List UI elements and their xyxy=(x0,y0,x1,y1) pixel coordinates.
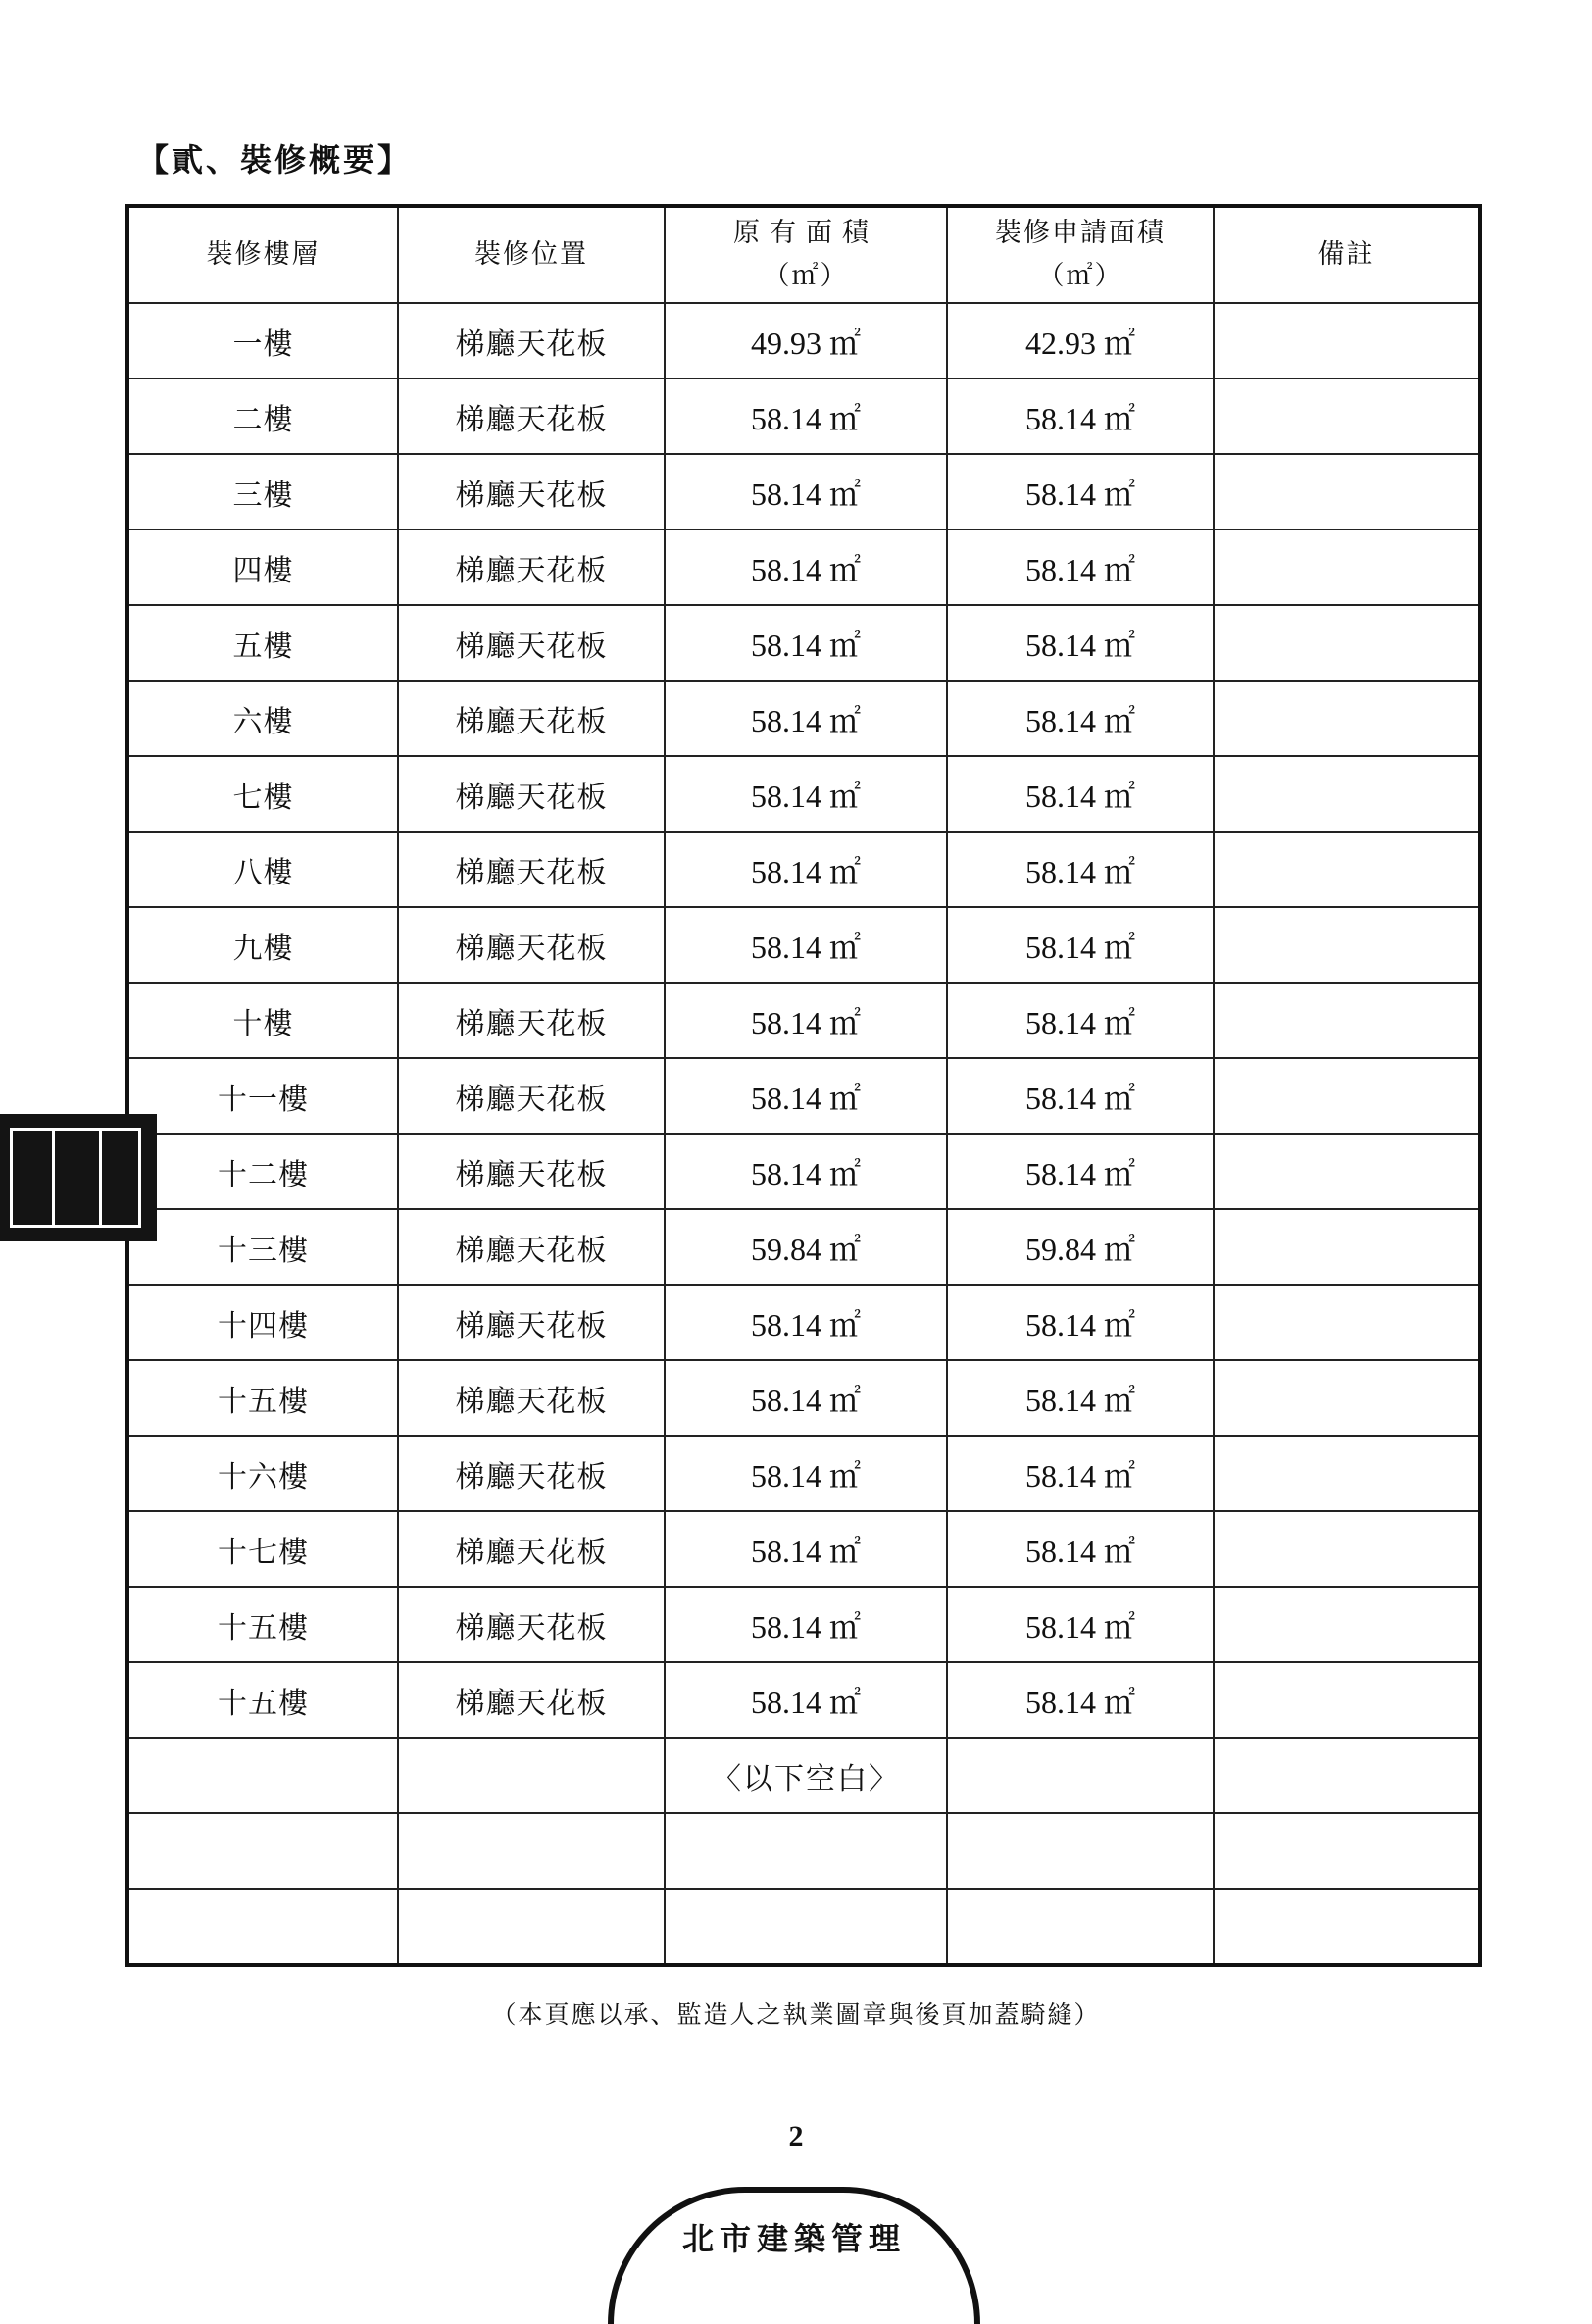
cell-requested-area: 58.14 ㎡ xyxy=(947,1285,1214,1360)
cell-floor: 二樓 xyxy=(127,379,398,454)
cell-remark xyxy=(1214,1662,1480,1738)
cell-original-area: 58.14 ㎡ xyxy=(665,530,947,605)
cell-location: 梯廳天花板 xyxy=(398,1360,665,1436)
cell-location: 梯廳天花板 xyxy=(398,1285,665,1360)
cell-original-area: 58.14 ㎡ xyxy=(665,1360,947,1436)
cell-floor: 十五樓 xyxy=(127,1587,398,1662)
table-row xyxy=(127,681,1480,756)
cell-original-area: 58.14 ㎡ xyxy=(665,1436,947,1511)
cell-remark xyxy=(1214,1436,1480,1511)
header-floor: 裝修樓層 xyxy=(127,206,398,303)
table-row xyxy=(127,1511,1480,1587)
cell-requested-area: 58.14 ㎡ xyxy=(947,1662,1214,1738)
cell-remark xyxy=(1214,1511,1480,1587)
cell-empty xyxy=(1214,1889,1480,1965)
cell-remark xyxy=(1214,907,1480,983)
cell-requested-area: 58.14 ㎡ xyxy=(947,983,1214,1058)
table-row xyxy=(127,983,1480,1058)
cell-floor: 十七樓 xyxy=(127,1511,398,1587)
seal-text: 北市建築管理 xyxy=(681,2220,906,2257)
cell-requested-area: 59.84 ㎡ xyxy=(947,1209,1214,1285)
cell-remark xyxy=(1214,605,1480,681)
cell-remark xyxy=(1214,1587,1480,1662)
cell-floor: 十樓 xyxy=(127,983,398,1058)
cell-location: 梯廳天花板 xyxy=(398,907,665,983)
cell-remark xyxy=(1214,681,1480,756)
cell-original-area: 58.14 ㎡ xyxy=(665,681,947,756)
cell-remark xyxy=(1214,530,1480,605)
cell-requested-area: 58.14 ㎡ xyxy=(947,1134,1214,1209)
cell-floor: 三樓 xyxy=(127,454,398,530)
table-row xyxy=(127,454,1480,530)
cell-empty xyxy=(1214,1813,1480,1889)
table-header-row xyxy=(127,206,1480,303)
table-row-blank xyxy=(127,1889,1480,1965)
cell-original-area: 58.14 ㎡ xyxy=(665,907,947,983)
cell-requested-area: 58.14 ㎡ xyxy=(947,832,1214,907)
cell-empty xyxy=(398,1738,665,1813)
cell-original-area: 58.14 ㎡ xyxy=(665,1587,947,1662)
cell-empty xyxy=(127,1813,398,1889)
cell-remark xyxy=(1214,379,1480,454)
header-location: 裝修位置 xyxy=(398,206,665,303)
cell-original-area: 59.84 ㎡ xyxy=(665,1209,947,1285)
cell-remark xyxy=(1214,1058,1480,1134)
header-requested-area xyxy=(947,206,1214,303)
cell-original-area: 58.14 ㎡ xyxy=(665,1058,947,1134)
cell-requested-area: 58.14 ㎡ xyxy=(947,1360,1214,1436)
cell-original-area: 58.14 ㎡ xyxy=(665,832,947,907)
table-row xyxy=(127,379,1480,454)
cell-original-area: 58.14 ㎡ xyxy=(665,1134,947,1209)
cell-remark xyxy=(1214,1285,1480,1360)
cell-requested-area: 58.14 ㎡ xyxy=(947,756,1214,832)
table-row xyxy=(127,1436,1480,1511)
cell-empty xyxy=(127,1889,398,1965)
blank-marker: 〈以下空白〉 xyxy=(665,1738,947,1813)
cell-original-area: 58.14 ㎡ xyxy=(665,1285,947,1360)
cell-location: 梯廳天花板 xyxy=(398,681,665,756)
table-row xyxy=(127,1209,1480,1285)
cell-remark xyxy=(1214,1134,1480,1209)
cell-floor: 十六樓 xyxy=(127,1436,398,1511)
table-row xyxy=(127,1587,1480,1662)
cell-floor: 十四樓 xyxy=(127,1285,398,1360)
cell-floor: 七樓 xyxy=(127,756,398,832)
cell-location: 梯廳天花板 xyxy=(398,454,665,530)
cell-empty xyxy=(398,1813,665,1889)
cell-requested-area: 58.14 ㎡ xyxy=(947,454,1214,530)
cell-floor: 九樓 xyxy=(127,907,398,983)
header-requested-area-unit: （㎡） xyxy=(1037,261,1123,291)
official-seal xyxy=(608,2187,980,2324)
cell-floor: 四樓 xyxy=(127,530,398,605)
cell-location: 梯廳天花板 xyxy=(398,1662,665,1738)
cell-location: 梯廳天花板 xyxy=(398,983,665,1058)
cell-location: 梯廳天花板 xyxy=(398,1134,665,1209)
cell-original-area: 58.14 ㎡ xyxy=(665,454,947,530)
cell-floor: 十二樓 xyxy=(127,1134,398,1209)
cell-original-area: 58.14 ㎡ xyxy=(665,983,947,1058)
cell-floor: 十三樓 xyxy=(127,1209,398,1285)
cell-empty xyxy=(947,1889,1214,1965)
cell-floor: 六樓 xyxy=(127,681,398,756)
table-row xyxy=(127,605,1480,681)
footnote: （本頁應以承、監造人之執業圖章與後頁加蓋騎縫） xyxy=(491,2000,1101,2029)
cell-requested-area: 42.93 ㎡ xyxy=(947,303,1214,379)
cell-original-area: 58.14 ㎡ xyxy=(665,379,947,454)
cell-location: 梯廳天花板 xyxy=(398,1209,665,1285)
table-row xyxy=(127,1662,1480,1738)
cell-remark xyxy=(1214,983,1480,1058)
cell-requested-area: 58.14 ㎡ xyxy=(947,1436,1214,1511)
table-row xyxy=(127,1360,1480,1436)
cell-requested-area: 58.14 ㎡ xyxy=(947,530,1214,605)
cell-requested-area: 58.14 ㎡ xyxy=(947,605,1214,681)
table-row xyxy=(127,1058,1480,1134)
cell-floor: 八樓 xyxy=(127,832,398,907)
cell-original-area: 49.93 ㎡ xyxy=(665,303,947,379)
cell-location: 梯廳天花板 xyxy=(398,1587,665,1662)
cell-requested-area: 58.14 ㎡ xyxy=(947,379,1214,454)
cell-location: 梯廳天花板 xyxy=(398,605,665,681)
table-row xyxy=(127,832,1480,907)
table-row xyxy=(127,1285,1480,1360)
header-remarks: 備註 xyxy=(1214,206,1480,303)
cell-remark xyxy=(1214,303,1480,379)
cell-floor: 十五樓 xyxy=(127,1662,398,1738)
cell-original-area: 58.14 ㎡ xyxy=(665,1662,947,1738)
seam-seal-stamp xyxy=(0,1114,157,1241)
table-row-blank xyxy=(127,1738,1480,1813)
table-row xyxy=(127,530,1480,605)
cell-floor: 五樓 xyxy=(127,605,398,681)
cell-requested-area: 58.14 ㎡ xyxy=(947,1058,1214,1134)
cell-requested-area: 58.14 ㎡ xyxy=(947,1511,1214,1587)
cell-empty xyxy=(665,1889,947,1965)
cell-empty xyxy=(947,1813,1214,1889)
table-row xyxy=(127,756,1480,832)
page-number: 2 xyxy=(788,2120,804,2152)
table-row xyxy=(127,907,1480,983)
cell-location: 梯廳天花板 xyxy=(398,303,665,379)
table-row xyxy=(127,303,1480,379)
cell-empty xyxy=(947,1738,1214,1813)
cell-requested-area: 58.14 ㎡ xyxy=(947,681,1214,756)
cell-location: 梯廳天花板 xyxy=(398,379,665,454)
table-row xyxy=(127,1134,1480,1209)
cell-location: 梯廳天花板 xyxy=(398,530,665,605)
header-original-area xyxy=(665,206,947,303)
cell-remark xyxy=(1214,1360,1480,1436)
cell-location: 梯廳天花板 xyxy=(398,1511,665,1587)
cell-empty xyxy=(127,1738,398,1813)
header-original-area-unit: （㎡） xyxy=(763,261,849,291)
cell-original-area: 58.14 ㎡ xyxy=(665,605,947,681)
table-row-blank xyxy=(127,1813,1480,1889)
table-body xyxy=(127,303,1480,1965)
renovation-summary-table xyxy=(125,204,1482,1967)
header-requested-area-label: 裝修申請面積 xyxy=(995,218,1166,248)
cell-empty xyxy=(1214,1738,1480,1813)
cell-floor: 一樓 xyxy=(127,303,398,379)
header-original-area-label: 原有面積 xyxy=(733,218,878,248)
cell-original-area: 58.14 ㎡ xyxy=(665,756,947,832)
cell-empty xyxy=(398,1889,665,1965)
cell-remark xyxy=(1214,454,1480,530)
cell-requested-area: 58.14 ㎡ xyxy=(947,1587,1214,1662)
cell-original-area: 58.14 ㎡ xyxy=(665,1511,947,1587)
cell-location: 梯廳天花板 xyxy=(398,832,665,907)
cell-floor: 十五樓 xyxy=(127,1360,398,1436)
cell-requested-area: 58.14 ㎡ xyxy=(947,907,1214,983)
cell-remark xyxy=(1214,1209,1480,1285)
section-heading: 【貳、裝修概要】 xyxy=(137,141,413,178)
cell-empty xyxy=(665,1813,947,1889)
cell-location: 梯廳天花板 xyxy=(398,1058,665,1134)
cell-remark xyxy=(1214,832,1480,907)
cell-location: 梯廳天花板 xyxy=(398,756,665,832)
cell-remark xyxy=(1214,756,1480,832)
cell-location: 梯廳天花板 xyxy=(398,1436,665,1511)
cell-floor: 十一樓 xyxy=(127,1058,398,1134)
